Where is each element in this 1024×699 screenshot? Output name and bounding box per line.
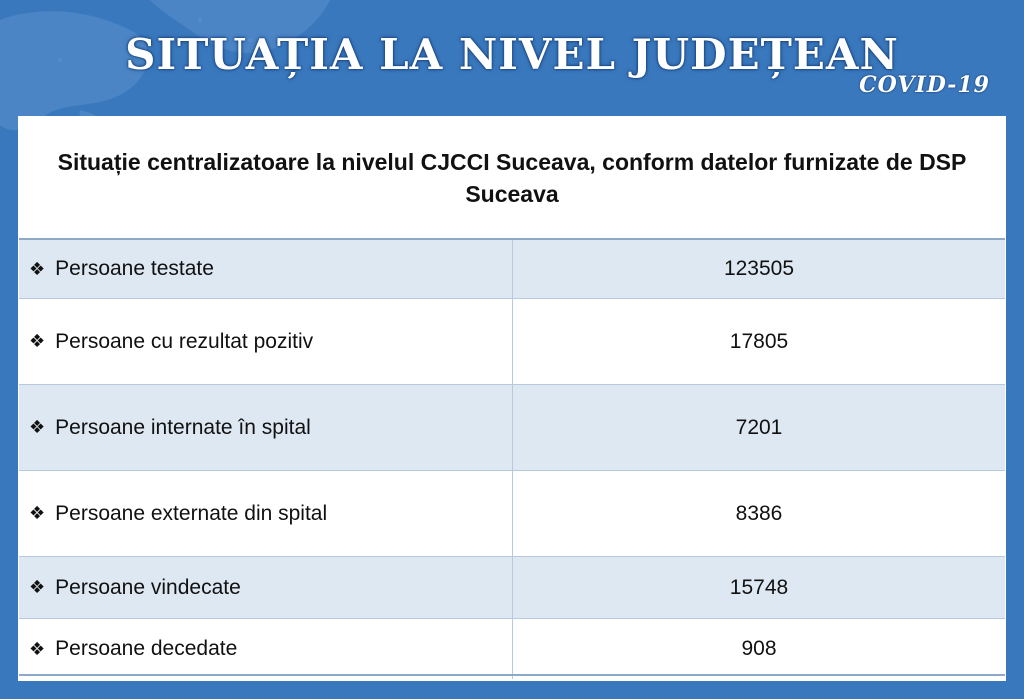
- page-title: SITUAȚIA LA NIVEL JUDEȚEAN: [125, 30, 899, 79]
- diamond-bullet-icon: ❖: [29, 331, 46, 351]
- row-label-text: Persoane cu rezultat pozitiv: [55, 329, 314, 353]
- row-value: 7201: [735, 415, 783, 439]
- row-label-text: Persoane testate: [55, 257, 214, 280]
- table-bottom-border: [19, 674, 1005, 676]
- row-value: 123505: [723, 257, 795, 280]
- row-value: 15748: [729, 575, 789, 599]
- row-label: [19, 299, 513, 384]
- table-row: [19, 557, 1005, 619]
- row-label: [19, 471, 513, 556]
- diamond-bullet-icon: ❖: [29, 638, 46, 659]
- row-label: [19, 619, 513, 679]
- row-value: 8386: [735, 501, 783, 525]
- summary-table: [18, 116, 1006, 681]
- table-caption: Situație centralizatoare la nivelul CJCCI Suceava, conform datelor furnizate de DSP Suceava: [57, 148, 967, 207]
- diamond-bullet-icon: ❖: [29, 577, 46, 597]
- row-label: [19, 557, 513, 618]
- diamond-bullet-icon: ❖: [29, 503, 46, 523]
- table-row: [19, 240, 1005, 299]
- row-label-text: Persoane vindecate: [55, 575, 241, 599]
- row-label-text: Persoane decedate: [55, 637, 238, 660]
- diamond-bullet-icon: ❖: [29, 417, 46, 437]
- table-row: [19, 299, 1005, 385]
- covid-badge: COVID-19: [859, 72, 990, 98]
- diamond-bullet-icon: ❖: [29, 258, 46, 279]
- table-row: [19, 471, 1005, 557]
- row-label: [19, 240, 513, 298]
- table-row: [19, 385, 1005, 471]
- row-label-text: Persoane internate în spital: [55, 415, 311, 439]
- table-row: [19, 619, 1005, 679]
- row-value: 17805: [729, 329, 789, 353]
- row-label-text: Persoane externate din spital: [55, 501, 328, 525]
- row-value: 908: [741, 637, 777, 660]
- table-header: [19, 117, 1005, 240]
- row-label: [19, 385, 513, 470]
